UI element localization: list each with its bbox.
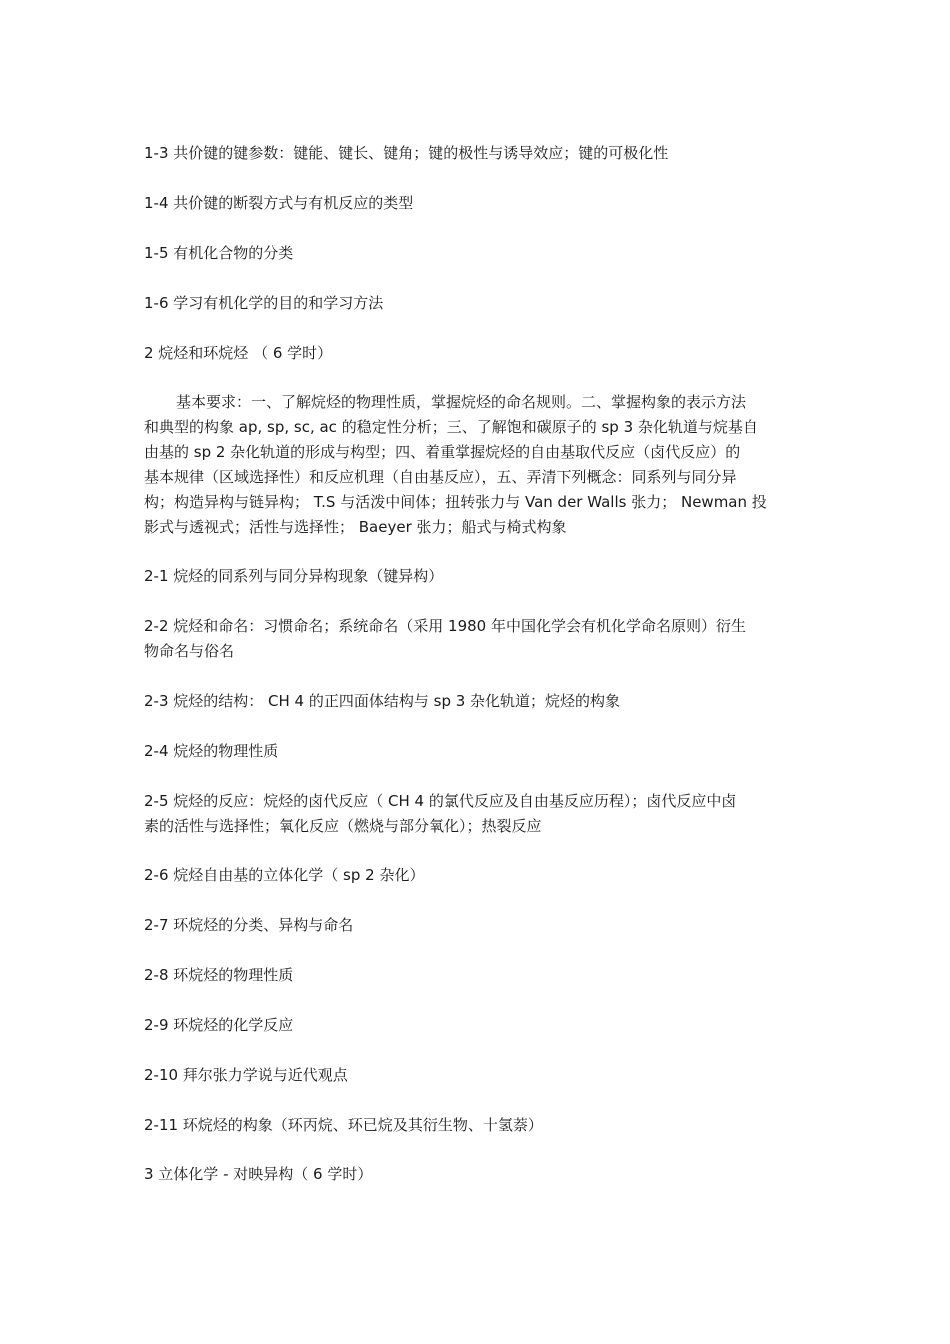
section-1-6: 1-6 学习有机化学的目的和学习方法 [144,294,384,312]
section-2-2-line: 2-2 烷烃和命名：习惯命名；系统命名（采用 1980 年中国化学会有机化学命名原则）衍生 [144,617,746,635]
section-2-11: 2-11 环烷烃的构象（环丙烷、环已烷及其衍生物、十氢萘） [144,1116,543,1134]
section-2-4: 2-4 烷烃的物理性质 [144,742,279,760]
section-2-5-line: 素的活性与选择性；氧化反应（燃烧与部分氧化）；热裂反应 [144,817,542,835]
section-2-2-line: 物命名与俗名 [144,642,235,660]
section-2-5 [144,789,808,839]
chapter-2-heading: 2 烷烃和环烷烃 （ 6 学时） [144,344,333,362]
requirements-line: 影式与透视式；活性与选择性； Baeyer 张力；船式与椅式构象 [144,518,567,536]
section-2-3: 2-3 烷烃的结构： CH 4 的正四面体结构与 sp 3 杂化轨道；烷烃的构象 [144,692,621,710]
section-2-10: 2-10 拜尔张力学说与近代观点 [144,1066,348,1084]
section-2-7: 2-7 环烷烃的分类、异构与命名 [144,916,354,934]
chapter-3-heading: 3 立体化学 - 对映异构（ 6 学时） [144,1165,373,1183]
section-2-2 [144,614,808,664]
section-2-6: 2-6 烷烃自由基的立体化学（ sp 2 杂化） [144,866,425,884]
section-1-4: 1-4 共价键的断裂方式与有机反应的类型 [144,194,414,212]
basic-requirements-paragraph [144,390,808,540]
requirements-line: 基本规律（区域选择性）和反应机理（自由基反应），五、弄清下列概念：同系列与同分异 [144,468,737,486]
requirements-line: 和典型的构象 ap, sp, sc, ac 的稳定性分析；三、了解饱和碳原子的 sp 3 杂化轨道与烷基自 [144,418,758,436]
requirements-line: 构；构造异构与链异构； T.S 与活泼中间体；扭转张力与 Van der Walls 张力； Newman 投 [144,493,767,511]
section-2-5-line: 2-5 烷烃的反应：烷烃的卤代反应（ CH 4 的氯代反应及自由基反应历程）；卤代反应中卤 [144,792,737,810]
requirements-line: 基本要求：一、了解烷烃的物理性质，掌握烷烃的命名规则。二、掌握构象的表示方法 [176,393,747,411]
section-2-8: 2-8 环烷烃的物理性质 [144,966,294,984]
section-2-9: 2-9 环烷烃的化学反应 [144,1016,294,1034]
section-2-1: 2-1 烷烃的同系列与同分异构现象（键异构） [144,567,444,585]
section-1-5: 1-5 有机化合物的分类 [144,244,294,262]
section-1-3: 1-3 共价键的键参数：键能、键长、键角；键的极性与诱导效应；键的可极化性 [144,144,669,162]
requirements-line: 由基的 sp 2 杂化轨道的形成与构型；四、着重掌握烷烃的自由基取代反应（卤代反应）的 [144,443,741,461]
